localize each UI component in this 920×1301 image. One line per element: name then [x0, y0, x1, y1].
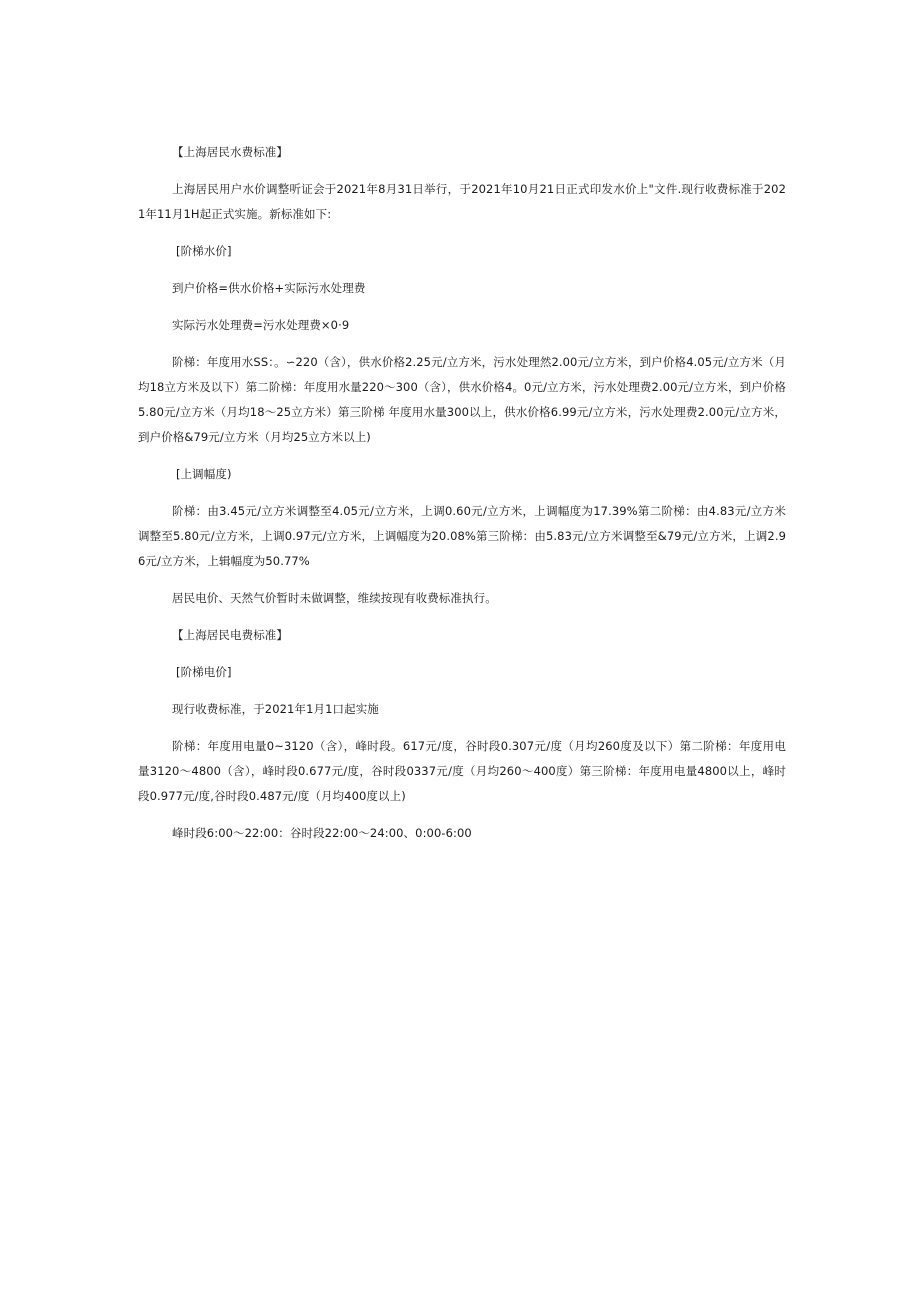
household-price-formula: 到户价格=供水价格+实际污水处理费 [172, 281, 366, 295]
increase-heading: [上调幅度) [176, 467, 232, 481]
document-page [138, 140, 786, 858]
sewage-fee-formula: 实际污水处理费=污水处理费×0·9 [172, 318, 350, 332]
peak-valley-hours: 峰时段6:00～22:00：谷时段22:00～24:00、0:00-6:00 [172, 826, 472, 840]
electricity-tiers-paragraph: 阶梯：年度用电量0~3120（含），峰时段。617元/度，谷时段0.307元/度（月均260度及以下）第二阶梯：年度用电量3120～4800（含），峰时段0.677元/度，谷时段0337元/度（月均260～400度）第三阶梯：年度用电量4800以上，峰时段0.977元/度,谷时段0.487元/度（月均400度以上) [138, 739, 786, 803]
electricity-gas-note: 居民电价、天然气价暂时未做调整，维续按现有收费标准执行。 [172, 591, 497, 605]
water-hearing-paragraph: 上海居民用户水价调整听证会于2021年8月31日举行，于2021年10月21日正式印发水价上"文件.现行收费标准于2021年11月1H起正式实施。新标准如下: [138, 182, 786, 221]
tiered-electricity-heading: [阶梯电价] [176, 665, 232, 679]
electricity-fee-heading: 【上海居民电费标准】 [172, 628, 288, 642]
water-tiers-paragraph: 阶梯：年度用水SS：。∽220（含），供水价格2.25元/立方米，污水处理然2.00元/立方米，到户价格4.05元/立方米（月均18立方米及以下）第二阶梯：年度用水量220～300（含），供水价格4。0元/立方米，污水处理费2.00元/立方米，到户价格5.80元/立方米（月均18～25立方米）第三阶梯 年度用水量300以上，供水价格6.99元/立方米，污水处理费2.00元/立方米，到户价格&79元/立方米（月均25立方米以上) [138, 355, 786, 444]
increase-paragraph: 阶梯：由3.45元/立方米调整至4.05元/立方米，上调0.60元/立方米，上调幅度为17.39%第二阶梯：由4.83元/立方米调整至5.80元/立方米，上调0.97元/立方米，上调幅度为20.08%第三阶梯：由5.83元/立方米调整至&79元/立方米，上调2.96元/立方米，上辑幅度为50.77% [138, 504, 786, 568]
water-fee-heading: 【上海居民水费标准】 [172, 145, 288, 159]
tiered-water-heading: [阶梯水价] [176, 244, 232, 258]
electricity-effective-date: 现行收费标准，于2021年1月1口起实施 [172, 702, 379, 716]
